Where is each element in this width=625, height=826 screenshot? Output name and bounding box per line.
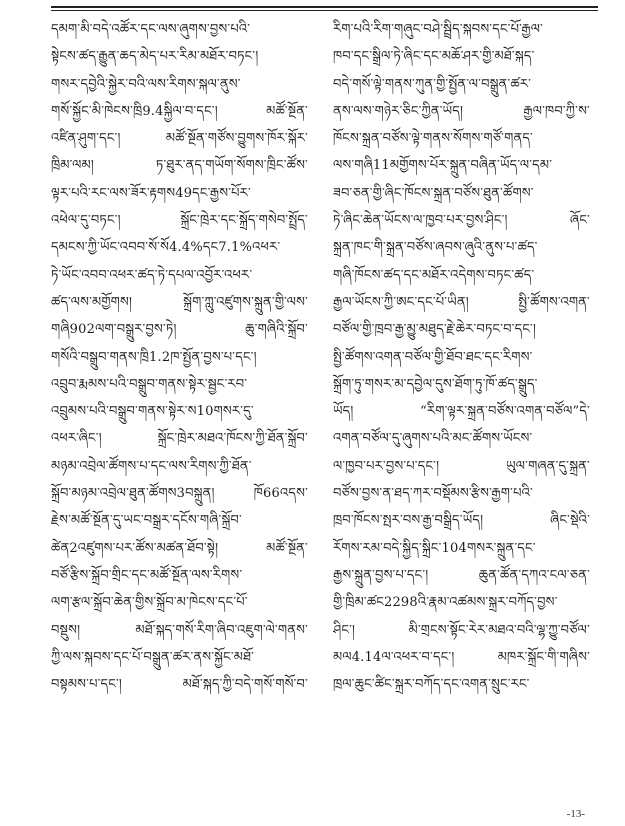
text-line: ཏེ་ཡོང་འབབ་འཕར་ཚད་ཏེ་དཔལ་འབྱོར་འཕར་ — [51, 267, 253, 283]
text-line: ཡོད། “རིག་ལྟར་སྐྲན་བཙོས་འགན་བཙོལ”དེ་ — [333, 404, 590, 420]
text-line: སྐྲོབ་མཉམ་འབྲེལ་ཐུན་ཚོགས3བསྐྲུན། ཁོ66འདས་ — [51, 486, 308, 502]
text-line: དམངས་ཀྱི་ཡོང་འབབ་སོ་སོ4.4%དང7.1%འཕར་ — [51, 240, 281, 256]
text-line: སྤྱི་ཚོགས་འགན་བཙོལ་གྱི་ཐོབ་ཐང་དང་རིགས་ — [333, 349, 533, 365]
text-line: ལག་རྩལ་སྐྲོབ་ཆེན་གྱིས་སྐྲོབ་མ་ཁེངས་དང་པོ་ — [51, 595, 248, 611]
text-line: ཤིང་། མི་གྲངས་སྟོང་རེར་མཐའ་བའི་ལྷ་ཀྱུ་བཙོལ་ — [333, 622, 590, 638]
text-line: བཙོལ་གྱི་ཁྲབ་རྒྱ་མྱུ་མཐུད་རྗེ་ཆེར་བཏང་བ་དང་། — [333, 322, 537, 338]
text-line: སྟེངས་ཚད་རྒྱུན་ཆད་མེད་པར་རིམ་མཐོར་བཏང་། — [51, 49, 259, 65]
text-line: ལས་གཞི11མགྱོགས་པོར་སྐྲུན་བཞིན་ཡོད་ལ་དམ་ — [333, 158, 553, 174]
text-line: ལྟར་པའི་རང་ལས་ཟོར་རྟགས49དང་རྒྱས་པོར་ — [51, 185, 251, 201]
text-line: ཟབ་ཅན་གྱི་ཞིང་ཁོངས་སྐྲན་བཙོས་ཐུན་ཚོགས་ — [333, 185, 534, 201]
text-line: རྗེས་མཚོ་སྔོན་དུ་ཡང་བསྒྲར་དངོས་གཞི་སྐྲོབ་ — [51, 513, 242, 529]
text-line: ཁོངས་སྐྲན་བཙོས་ལྟེ་གནས་སོགས་གཙོ་གནད་ — [333, 131, 533, 147]
text-line: གྱི་ཁྲིམ་ཚང2298འི་རྣམ་འཚམས་སྐྲར་བཀོད་བྱས་ — [333, 595, 558, 611]
text-line: བཙོ་རྩིས་སྐྲོབ་གྲིང་དང་མཚོ་སྔོན་ལས་རིགས་ — [51, 567, 243, 583]
text-line: རོགས་རམ་བདེ་སྐྱིད་སྐྲིང་104གསར་སྐྲུན་དང་ — [333, 540, 536, 556]
text-line: བསྟམས་པ་དང་། མཐོ་སྐད་ཀྱི་བདེ་གསོ་གསོ་བ་ — [51, 677, 308, 693]
text-line: བདེ་གསོ་ལྟེ་གནས་ཀུན་གྱི་སྤྱོན་ལ་བསྒྲུན་ཚར་ — [333, 76, 532, 92]
text-line: སྐྲན་ཁང་གི་སྐྲན་བཙོས་ཞབས་ཞུའི་ནུས་པ་ཚད་ — [333, 240, 538, 256]
text-line: འཕར་ཞིང་། སྐྲོང་ཁྲེར་མཐའ་ཁོངས་ཀྱི་ཐོན་སྐྲོབ་ — [51, 431, 308, 447]
text-line: ཁྲབ་ཁོངས་སྤར་བས་རྒྱ་བསྒྲིད་ཡོད། ཞིང་སྡེའི་ — [333, 513, 590, 529]
text-line: ཚད་ལས་མགྱོགས། སྐྲོག་ཀླུ་འཛུགས་སྐྲུན་གྱི་ལས་ — [51, 294, 308, 310]
text-line: མཉམ་འབྲེལ་ཚོགས་པ་དང་ལས་རིགས་ཀྱི་ཐོན་ — [51, 458, 252, 474]
text-line: འགན་བཙོལ་དུ་ཞུགས་པའི་མང་ཚོགས་ཡོངས་ — [333, 431, 533, 447]
text-line: འཕེལ་དུ་བཏང་། སྐྲོང་ཁྲེར་དང་སྐྲོད་གསེབ་སྤྲོད་ — [51, 213, 308, 229]
text-line: གསོ་སྐྱོང་མི་ཁེངས་ཁྲི9.4སྐྱིལ་བ་དང་། མཚོ་སྔོན་ — [51, 103, 308, 119]
text-line: འབྲུབ་རྨམས་པའི་བསྒྲུབ་གནས་སྟེར་སྦྱང་རབ་ — [51, 376, 248, 392]
right-column — [333, 16, 590, 698]
text-line: ཁྲིམ་ལམ། ཏ་ཐུར་ནད་གཡོག་སོགས་ཁྲིང་ཚོས་ — [51, 158, 308, 174]
text-line: ཀྱི་ལས་སྐབས་དང་པོ་བསྒྲུན་ཚར་ནས་སྐྱོང་མཐོ་ — [51, 649, 255, 665]
text-line: བཙོས་བྱས་ན་ཐད་ཀར་བསྡོམས་རྩིས་རྒྱག་པའི་ — [333, 486, 533, 502]
text-line: ཚེན2འཛུགས་པར་ཚོས་མཚན་ཐོབ་སྟེ། མཚོ་སྔོན་ — [51, 540, 308, 556]
text-line: ནས་ལས་གཉེར་ཅིང་ཀྱིན་ཡོད། རྒྱལ་ཁབ་ཀྱི་ས་ — [333, 103, 590, 119]
text-line: གཞི་ཁོངས་ཚད་དང་མཐོར་འདེགས་བཏང་ཚད་ — [333, 267, 535, 283]
page-number: -13- — [566, 808, 585, 820]
text-line: གཞི902ལག་བསྒྲུར་བྱས་ཏེ། ཆུ་གཞིའི་སྐྲོབ་ — [51, 322, 308, 338]
text-line: རིག་པའི་རིག་གཞུང་བཤེ་སྦྲིད་སྐབས་དང་པོ་རྒྱལ་ — [333, 22, 544, 37]
text-line: ཁྲལ་ཆུང་ཚིང་སྐྲར་བཀོད་དང་འགན་སྲུང་རང་ — [333, 677, 530, 693]
text-line: ཁབ་དང་སྒྲིལ་ཏེ་ཞིང་དང་མཆོ་ཤར་གྱི་མཐོ་སྐད་ — [333, 49, 535, 65]
text-line: འཛིན་ཤུག་དང་། མཚོ་སྔོན་གཙོས་བྱུགས་ཁོར་སྐོར་ — [51, 131, 308, 147]
text-line: དམག་མི་བདེ་འཚོར་དང་ལས་ཞུགས་བྱས་པའི་ — [51, 22, 251, 37]
text-line: སྐྲོག་ཏུ་གསར་མ་དབྱེལ་དུས་ཐོག་ཏུ་ཁོ་ཚད་སྒྲུད་ — [333, 376, 538, 392]
text-line: མལ4.14ལ་འཕར་བ་དང་། མཁར་སྐྲོང་གི་གཞིས་ — [333, 649, 590, 665]
text-line: རྒྱས་སྐྲུན་བྱས་པ་དང་། ཆུན་ཚོན་དཀའ་ངལ་ཅན་ — [333, 567, 590, 583]
text-line: འབྲུམས་པའི་བསྒྲུབ་གནས་སྟེར་ས10གསར་དུ་ — [51, 404, 254, 420]
left-column — [51, 16, 308, 698]
text-line: རྒྱལ་ཡོངས་ཀྱི་ཨང་དང་པོ་ཡིན། སྤྱི་ཚོགས་འགན་ — [333, 294, 590, 310]
header-rule — [51, 6, 598, 11]
text-line: ལ་ཁྱབ་པར་བྱས་པ་དང་། ཡུལ་གཞན་དུ་སྐྲན་ — [333, 458, 590, 474]
text-line: ཏེ་ཞིང་ཆེན་ཡོངས་ལ་ཁྱབ་པར་བྱས་ཤིང་། ཞོང་ — [333, 213, 590, 229]
text-line: གསོའི་བསྒྲུབ་གནས་ཁྲི1.2ཁ་སྤྱོན་བྱས་པ་དང་། — [51, 349, 257, 365]
text-line: གསར་དབྱེའི་སྐྱེར་བའི་ལས་རིགས་སྐལ་ནུས་ — [51, 76, 241, 92]
text-line: བསྡུས། མཐོ་སྐད་གསོ་རིག་ཞིབ་འཇུག་ལེ་གནས་ — [51, 622, 308, 638]
